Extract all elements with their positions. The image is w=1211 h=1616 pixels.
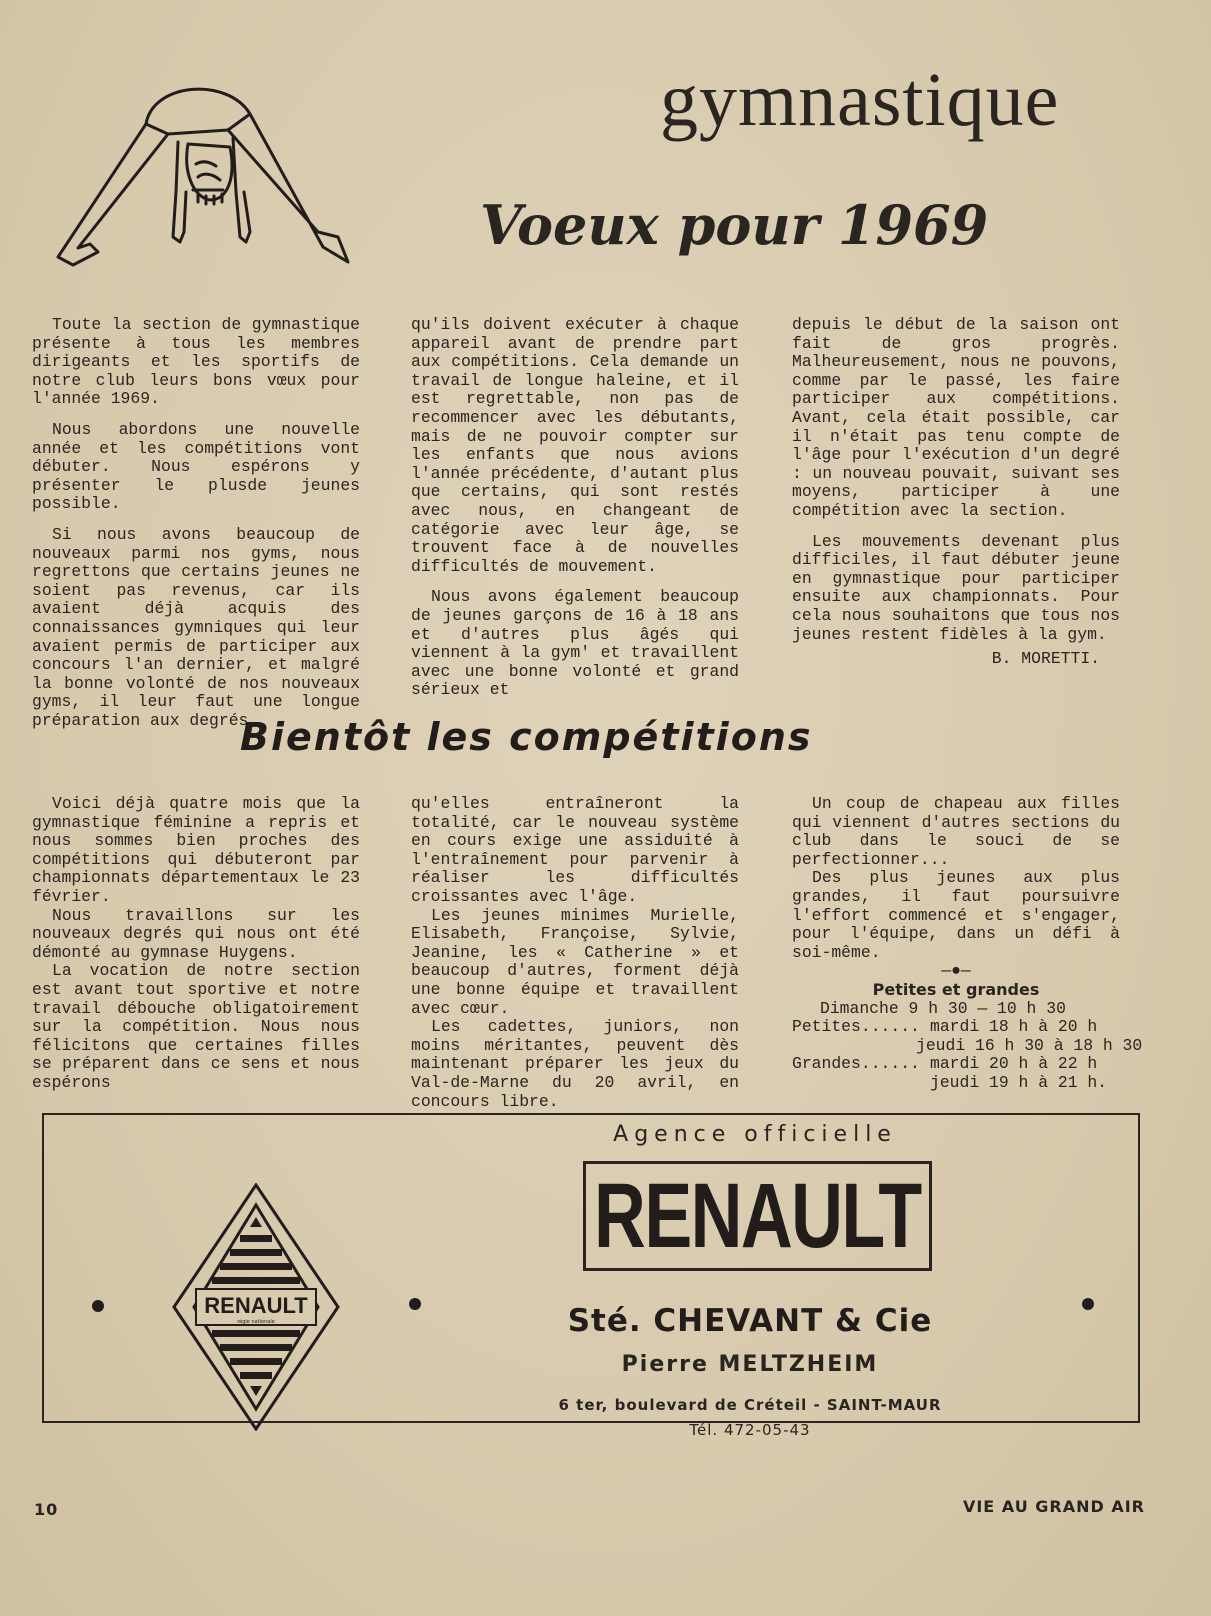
paragraph: Des plus jeunes aux plus grandes, il faut poursuivre l'effort commencé et s'engager, pour l'équipe, dans un défi à soi-même.	[792, 868, 1120, 962]
paragraph: depuis le début de la saison ont fait de gros progrès. Malheureusement, nous ne pouvons, comme par le passé, les faire participer aux compétitions. Avant, cela était possible, car il n'était pas tenu compte de l'âge pour l'exécution d'un degré : un nouveau pouvait, suivant ses moyens, participer à une compétition avec la section.	[792, 315, 1120, 520]
paragraph: qu'ils doivent exécuter à chaque appareil avant de prendre part aux compétitions. Cela demande un travail de longue haleine, et il est regrettable, non pas de recommencer avec les débutants, mais de ne pouvoir compter sur les enfants que nous avions l'année précédente, d'autant plus que certains, qui sont restés avec nous, en changeant de catégorie avec leur âge, se trouvent face à de nouvelles difficultés de mouvement.	[411, 315, 739, 576]
schedule-time: jeudi 19 h à 21 h.	[930, 1072, 1108, 1092]
renault-logo	[172, 1183, 340, 1431]
paragraph: La vocation de notre section est avant tout sportive et notre travail débouche obligatoirement sur la compétition. Nous nous félicitons que certaines filles se préparent dans ce sens et nous espérons	[32, 961, 360, 1092]
paragraph: Nous abordons une nouvelle année et les compétitions vont débuter. Nous espérons y présenter le plusde jeunes possible.	[32, 419, 360, 514]
schedule-label: Grandes......	[792, 1054, 920, 1074]
article2-heading: Bientôt les compétitions	[240, 715, 813, 759]
ad-phone: Tél. 472-05-43	[689, 1421, 811, 1439]
schedule-label: Petites......	[792, 1017, 920, 1037]
article2-column-1	[32, 795, 360, 1093]
ad-agence: Agence officielle	[613, 1122, 897, 1147]
article1-column-3	[792, 316, 1120, 669]
paragraph: Un coup de chapeau aux filles qui viennent d'autres sections du club dans le souci de se perfectionner...	[792, 794, 1120, 869]
schedule	[792, 961, 1143, 1092]
article1-column-2	[411, 316, 739, 700]
ad-brand-box	[583, 1161, 932, 1271]
schedule-sunday: Dimanche 9 h 30 — 10 h 30	[820, 998, 1066, 1018]
schedule-row	[792, 1035, 1143, 1056]
paragraph: Les cadettes, juniors, non moins méritantes, peuvent dès maintenant préparer les jeux du Val-de-Marne du 20 avril, en concours libre.	[411, 1017, 739, 1111]
paragraph: Toute la section de gymnastique présente à tous les membres dirigeants et les sportifs de notre club leurs bons vœux pour l'année 1969.	[32, 315, 360, 409]
paragraph: Si nous avons beaucoup de nouveaux parmi nos gyms, nous regrettons que certains jeunes ne soient pas revenus, car ils avaient déjà acquis des connaissances gymniques qui leur avaient permis de participer aux concours l'an dernier, et malgré la bonne volonté de nos nouveaux gyms, il leur faut une longue préparation aux degrés	[32, 524, 360, 730]
section-title: gymnastique	[660, 58, 1060, 142]
paragraph: Voici déjà quatre mois que la gymnastique féminine a repris et nous sommes bien proches des compétitions qui débuteront par championnats départementaux le 23 février.	[32, 794, 360, 906]
schedule-row	[792, 1018, 1120, 1037]
article-subtitle: Voeux pour 1969	[480, 193, 989, 257]
schedule-row	[792, 1074, 1120, 1093]
paragraph: Nous avons également beaucoup de jeunes garçons de 16 à 18 ans et d'autres plus âgés qui viennent à la gym' et travaillent avec une bonne volonté et grand sérieux et	[411, 587, 739, 700]
signature: B. MORETTI.	[991, 649, 1100, 669]
schedule-header: Petites et grandes	[872, 979, 1040, 999]
ad-address: 6 ter, boulevard de Créteil - SAINT-MAUR	[558, 1396, 942, 1414]
bullet-dot	[92, 1300, 104, 1312]
article2-column-2	[411, 795, 739, 1111]
logo-small-text: régie nationale	[237, 1319, 275, 1325]
gymnast-illustration	[28, 72, 358, 282]
article1-column-1	[32, 316, 360, 730]
bullet-dot	[1082, 1298, 1094, 1310]
magazine-name: VIE AU GRAND AIR	[962, 1497, 1145, 1516]
schedule-time: mardi 18 h à 20 h	[930, 1017, 1098, 1037]
schedule-time: jeudi 16 h 30 à 18 h 30	[916, 1035, 1143, 1055]
logo-brand-text: RENAULT	[204, 1293, 308, 1318]
bullet-dot	[409, 1298, 421, 1310]
article2-column-3	[792, 794, 1143, 1093]
paragraph: Les mouvements devenant plus difficiles, il faut débuter jeune en gymnastique pour participer ensuite aux championnats. Pour cela nous souhaitons que tous nos jeunes restent fidèles à la gym.	[792, 531, 1120, 644]
separator: —●—	[941, 961, 971, 981]
ad-brand: RENAULT	[594, 1165, 921, 1267]
ad-company: Sté. CHEVANT & Cie	[567, 1303, 933, 1339]
paragraph: Les jeunes minimes Murielle, Elisabeth, Françoise, Sylvie, Jeanine, les « Catherine » et beaucoup d'autres, forment déjà une bonne équipe et travaillent avec cœur.	[411, 905, 739, 1018]
ad-person: Pierre MELTZHEIM	[621, 1352, 879, 1377]
paragraph: Nous travaillons sur les nouveaux degrés qui nous ont été démonté au gymnase Huygens.	[32, 905, 360, 962]
schedule-row	[792, 1055, 1120, 1074]
page-number: 10	[34, 1500, 59, 1519]
paragraph: qu'elles entraîneront la totalité, car le nouveau système en cours exige une assiduité à l'entraînement pour parvenir à réaliser les difficultés croissantes avec l'âge.	[411, 794, 739, 906]
schedule-time: mardi 20 h à 22 h	[930, 1054, 1098, 1074]
